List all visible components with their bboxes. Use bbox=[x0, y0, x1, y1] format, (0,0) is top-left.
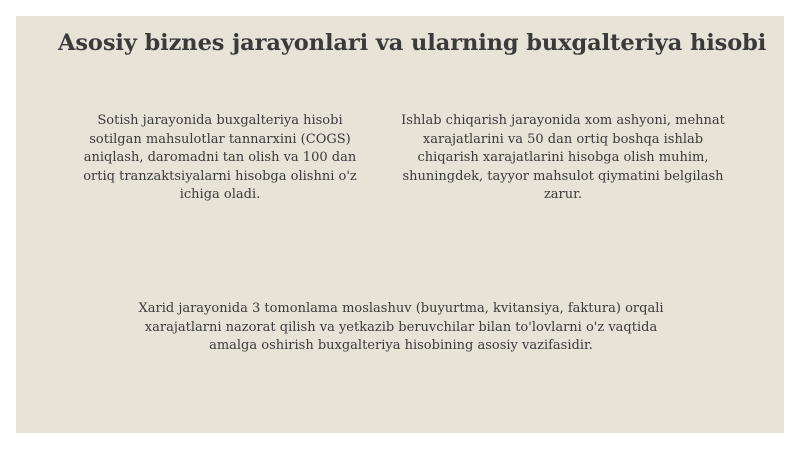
purchase-process-text: Xarid jarayonida 3 tomonlama moslashuv (buyurtma, kvitansiya, faktura) orqali xarajatlarni nazorat qilish va yetkazib beruvchilar bilan to'lovlarni o'z vaqtida amalga oshirish buxgalteriya hisobining asosiy vazifasidir. bbox=[138, 301, 664, 353]
sales-process-text: Sotish jarayonida buxgalteriya hisobi sotilgan mahsulotlar tannarxini (COGS) aniqlash, daromadni tan olish va 100 dan ortiq tranzaktsiyalarni hisobga olishni o'z ichiga oladi. bbox=[83, 113, 357, 202]
slide bbox=[16, 16, 784, 433]
slide-title: Asosiy biznes jarayonlari va ularning buxgalteriya hisobi bbox=[58, 30, 767, 56]
production-process-text: Ishlab chiqarish jarayonida xom ashyoni, mehnat xarajatlarini va 50 dan ortiq boshqa ishlab chiqarish xarajatlarini hisobga olish muhim, shuningdek, tayyor mahsulot qiymatini belgilash zarur. bbox=[401, 113, 725, 202]
